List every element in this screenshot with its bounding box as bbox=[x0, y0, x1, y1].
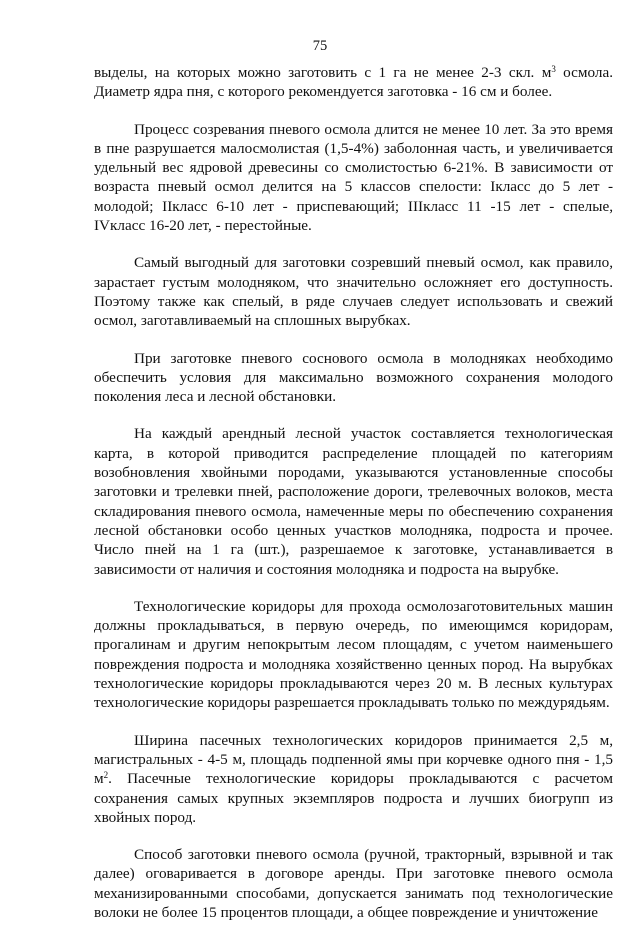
paragraph: Способ заготовки пневого осмола (ручной, тракторный, взрывной и так далее) оговаривается в договоре аренды. При заготовке пневого осмола механизированными способами, допускается занимать под технологические волоки не более 15 процентов площади, а общее повреждение и уничтожение bbox=[94, 846, 613, 921]
paragraph: Ширина пасечных технологических коридоров принимается 2,5 м, магистральных - 4-5 м, площадь подпенной ямы при корчевке одного пня - 1,5 $м^2$. Пасечные технологические коридоры прокладываются с расчетом сохранения самых крупных экземпляров подроста и лучших биогрупп из хвойных пород. bbox=[94, 731, 613, 826]
body-text bbox=[94, 63, 613, 940]
paragraph: При заготовке пневого соснового осмола в молодняках необходимо обеспечить условия для максимально возможного сохранения молодого поколения леса и лесной обстановки. bbox=[94, 349, 613, 406]
page-number: 75 bbox=[312, 38, 328, 54]
superscript: 2 bbox=[103, 770, 109, 781]
paragraph: Технологические коридоры для прохода осмолозаготовительных машин должны прокладываться, в первую очередь, по имеющимся коридорам, прогалинам и другим непокрытым лесом площадям, с учетом наименьшего повреждения подроста и молодняка хозяйственно ценных пород. На вырубках технологические коридоры прокладываются через 20 м. В лесных культурах технологические коридоры разрешается прокладывать только по междурядьям. bbox=[94, 597, 613, 712]
paragraph: Самый выгодный для заготовки созревший пневый осмол, как правило, зарастает густым молодняком, что значительно осложняет его доступность. Поэтому также как спелый, в ряде случаев следует использовать и свежий осмол, заготавливаемый на сплошных вырубках. bbox=[94, 254, 613, 330]
superscript: 3 bbox=[551, 64, 556, 74]
paragraph: На каждый арендный лесной участок составляется технологическая карта, в которой приводится распределение площадей по категориям возобновления хвойными породами, указываются установленные способы заготовки и трелевки пней, расположение дороги, трелевочных волоков, места складирования пневого осмола, намеченные меры по обеспечению сохранения лесной обстановки особо ценных участков молодняка, подроста и прочее. Число пней на 1 га (шт.), разрешаемое к заготовке, устанавливается в зависимости от наличия и состояния молодняка и подроста на вырубке. bbox=[94, 425, 613, 578]
paragraph: выделы, на которых можно заготовить с 1 га не менее 2-3 скл. $м^3$ осмола. Диаметр ядра пня, с которого рекомендуется заготовка - 16 см и более. bbox=[94, 64, 613, 101]
paragraph: Процесс созревания пневого осмола длится не менее 10 лет. За это время в пне разрушается малосмолистая (1,5-4%) заболонная часть, и увеличивается удельный вес ядровой древесины со смолистостью 6-21%. В зависимости от возраста пневый осмол делится на 5 классов спелости: Iкласс до 5 лет - молодой; IIкласс 6-10 лет - приспевающий; IIIкласс 11 -15 лет - спелые, IVкласс 16-20 лет, - перестойные. bbox=[94, 120, 613, 235]
